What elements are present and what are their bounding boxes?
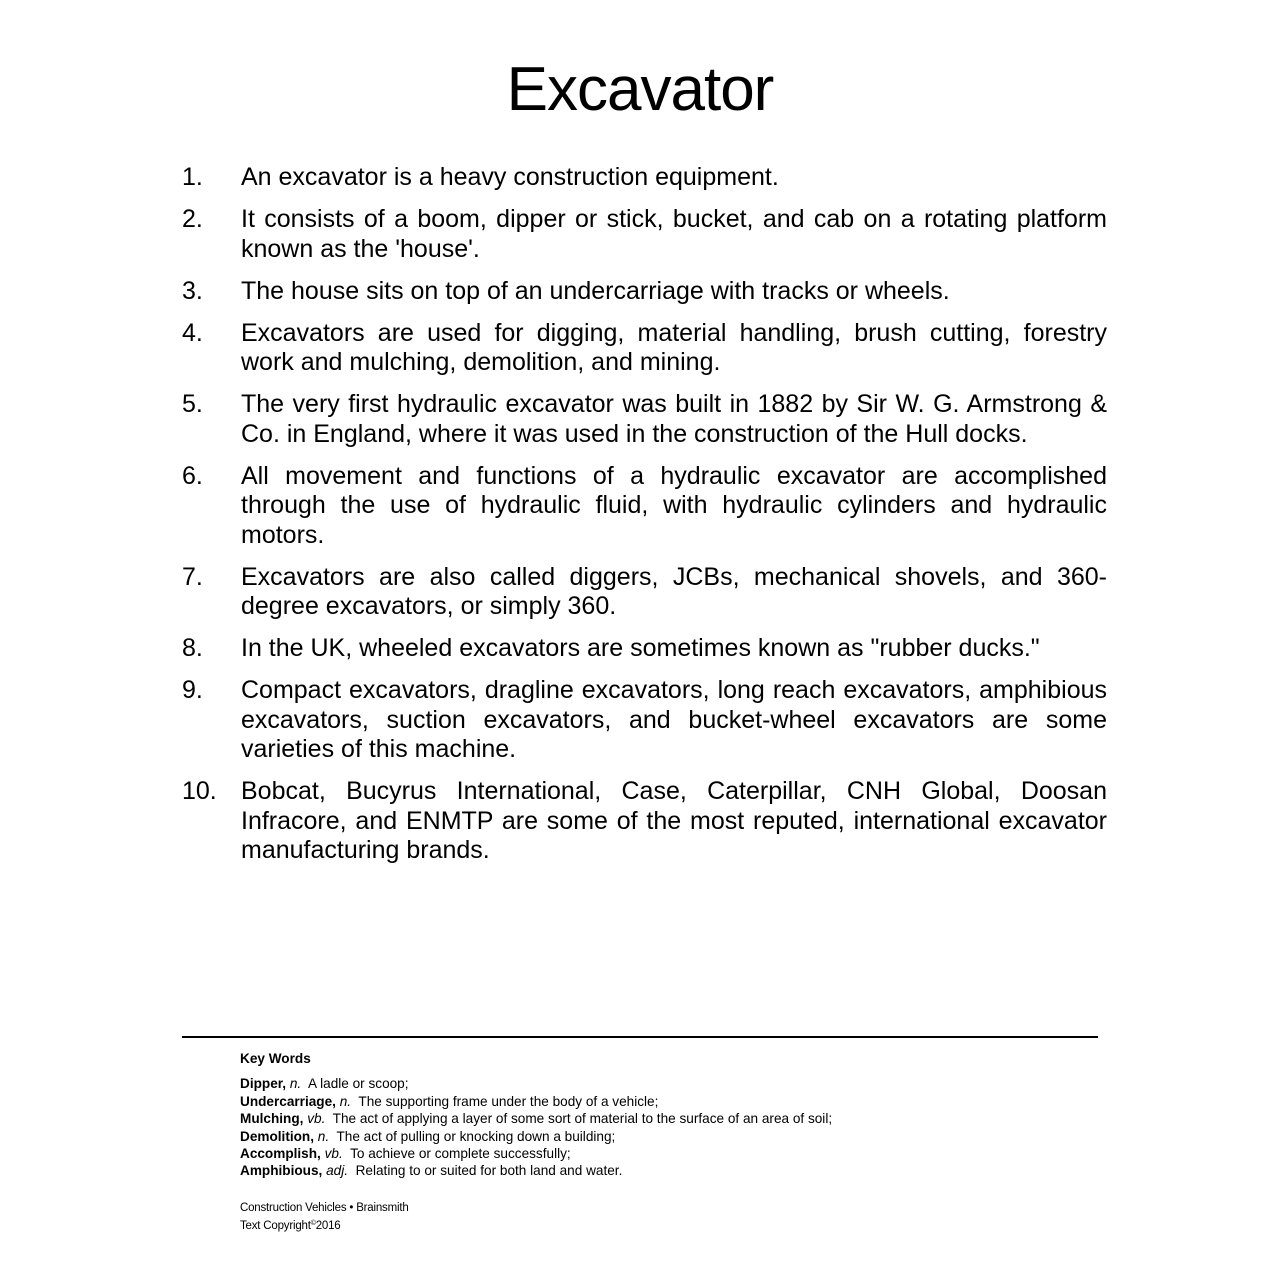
item-number: 6. — [182, 461, 203, 490]
definition: To achieve or complete successfully; — [350, 1146, 571, 1162]
list-item — [182, 390, 1107, 449]
part-of-speech: n. — [339, 1093, 352, 1109]
key-word: Dipper, — [240, 1076, 287, 1092]
copyright-year: 2016 — [315, 1220, 341, 1232]
key-word-entry — [240, 1145, 1040, 1162]
definition: The act of pulling or knocking down a building; — [336, 1128, 616, 1144]
item-text: All movement and functions of a hydraulic excavator are accomplished through the use of hydraulic fluid, with hydraulic cylinders and hydraulic motors. — [241, 461, 1107, 549]
key-word-entry — [240, 1128, 1040, 1145]
item-text: Excavators are also called diggers, JCBs, mechanical shovels, and 360-degree excavators, or simply 360. — [241, 562, 1107, 620]
definition: Relating to or suited for both land and water. — [355, 1163, 623, 1179]
item-number: 10. — [182, 777, 217, 805]
key-words-heading: Key Words — [240, 1051, 311, 1066]
item-number: 3. — [182, 276, 203, 305]
copyright-label: Text Copyright — [240, 1220, 311, 1232]
footer-series: Construction Vehicles • Brainsmith — [240, 1202, 409, 1214]
item-text: Bobcat, Bucyrus International, Case, Caterpillar, CNH Global, Doosan Infracore, and ENMTP are some of the most reputed, international excavator manufacturing brands. — [241, 777, 1107, 864]
list-item — [182, 319, 1107, 378]
key-word: Accomplish, — [240, 1146, 321, 1162]
definition: A ladle or scoop; — [308, 1076, 409, 1092]
key-word: Mulching, — [240, 1111, 304, 1127]
item-text: An excavator is a heavy construction equipment. — [241, 163, 779, 191]
list-item — [182, 676, 1107, 765]
list-item — [182, 163, 1107, 193]
footer — [240, 1201, 409, 1234]
item-number: 7. — [182, 562, 203, 591]
key-word-entry — [240, 1110, 1040, 1127]
key-word-entry — [240, 1162, 1040, 1179]
part-of-speech: vb. — [324, 1146, 343, 1162]
footer-copyright — [240, 1216, 409, 1234]
item-number: 4. — [182, 318, 203, 347]
list-item — [182, 462, 1107, 551]
part-of-speech: n. — [317, 1128, 330, 1144]
item-number: 9. — [182, 676, 203, 704]
page-title: Excavator — [506, 55, 774, 124]
section-divider — [182, 1036, 1098, 1038]
item-number: 2. — [182, 205, 203, 233]
part-of-speech: n. — [289, 1076, 302, 1092]
item-number: 5. — [182, 390, 203, 418]
item-text: The very first hydraulic excavator was built in 1882 by Sir W. G. Armstrong & Co. in England, where it was used in the construction of the Hull docks. — [241, 390, 1107, 448]
definition: The act of applying a layer of some sort of material to the surface of an area of soil; — [332, 1111, 833, 1127]
list-item — [182, 277, 1107, 307]
list-item — [182, 777, 1107, 866]
key-words-section — [240, 1050, 1040, 1180]
list-item — [182, 634, 1107, 664]
item-text: In the UK, wheeled excavators are sometimes known as "rubber ducks." — [241, 634, 1040, 662]
key-word: Undercarriage, — [240, 1093, 336, 1109]
key-word-entry — [240, 1075, 1040, 1092]
list-item — [182, 205, 1107, 264]
item-text: The house sits on top of an undercarriage with tracks or wheels. — [241, 276, 950, 305]
copyright-symbol: © — [310, 1220, 316, 1227]
key-word: Amphibious, — [240, 1163, 323, 1179]
item-text: Excavators are used for digging, material handling, brush cutting, forestry work and mulching, demolition, and mining. — [241, 318, 1107, 376]
list-item — [182, 563, 1107, 622]
part-of-speech: adj. — [326, 1163, 349, 1179]
fact-list — [182, 163, 1107, 878]
definition: The supporting frame under the body of a vehicle; — [358, 1093, 659, 1109]
item-text: It consists of a boom, dipper or stick, bucket, and cab on a rotating platform known as the 'house'. — [241, 205, 1107, 263]
item-number: 1. — [182, 163, 203, 191]
item-number: 8. — [182, 634, 203, 662]
part-of-speech: vb. — [307, 1111, 326, 1127]
item-text: Compact excavators, dragline excavators, long reach excavators, amphibious excavators, suction excavators, and bucket-wheel excavators are some varieties of this machine. — [241, 676, 1107, 763]
key-word: Demolition, — [240, 1128, 315, 1144]
key-word-entry — [240, 1093, 1040, 1110]
